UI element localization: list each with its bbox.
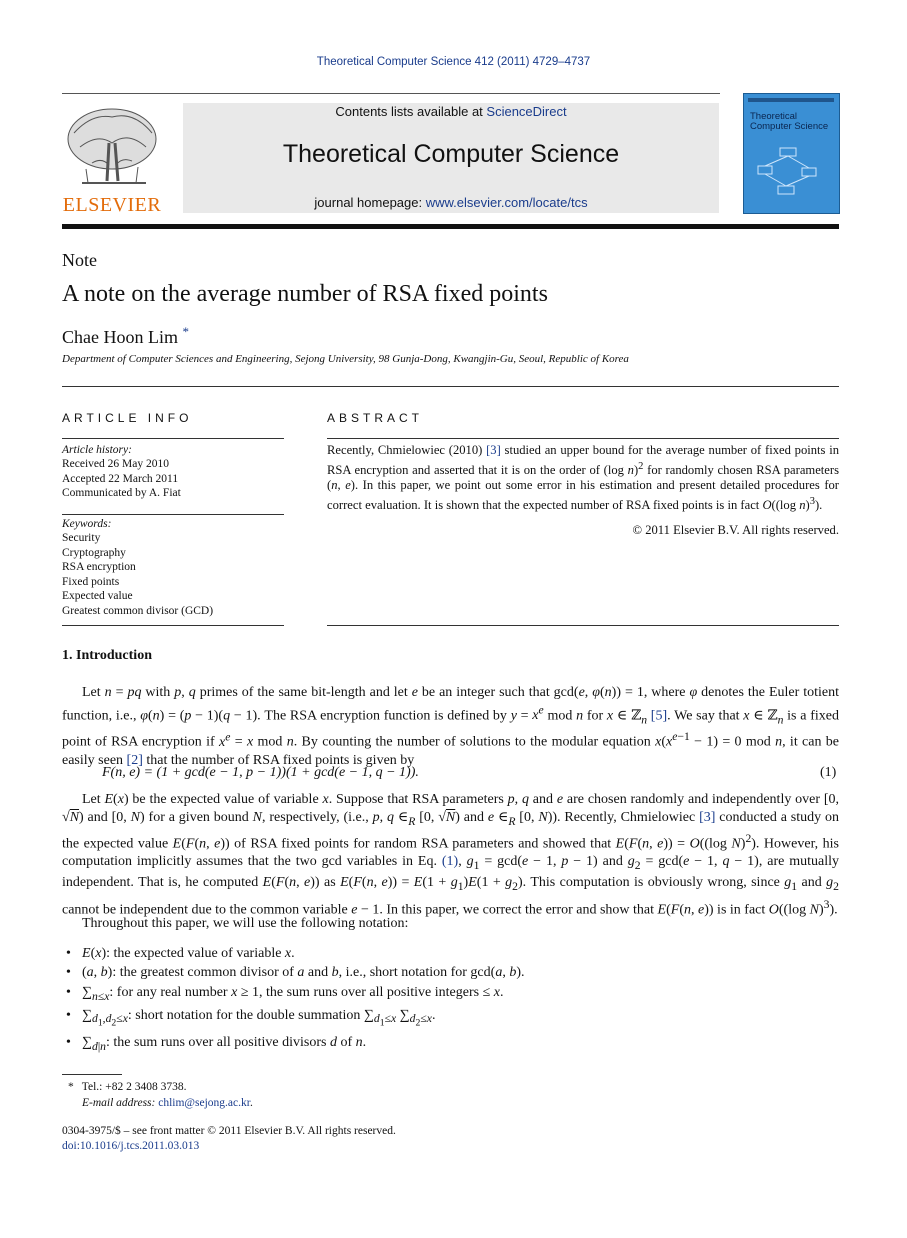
history-item: Accepted 22 March 2011 [62,472,179,485]
citation-link[interactable]: [5] [650,708,668,724]
history-item: Communicated by A. Fiat [62,487,181,499]
front-matter-notice: 0304-3975/$ – see front matter © 2011 Elsevier B.V. All rights reserved. [62,1125,396,1137]
footnote-rule [62,1074,122,1075]
article-type-label: Note [62,250,97,270]
homepage-prefix: journal homepage: [314,195,426,210]
email-link[interactable]: chlim@sejong.ac.kr [158,1097,250,1109]
contents-line [183,104,719,119]
abstract-text: Recently, Chmielowiec (2010) [3] studied an upper bound for the average number of fixed points in RSA encryption and asserted that it is on the order of (log n)$^2$ for randomly chosen RSA parameters (n, e). In this paper, we point out some error in his estimation and present detailed procedures for correct evaluation. It is shown that the expected number of RSA fixed points is in fact O((log n)$^3$). [327,443,840,512]
abstract-heading: ABSTRACT [327,411,424,425]
citation-link[interactable]: [2] [126,752,143,768]
doi-link[interactable]: doi:10.1016/j.tcs.2011.03.013 [62,1140,200,1152]
notation-intro: Throughout this paper, we will use the following notation: [82,916,409,931]
header-rule [62,93,720,94]
keyword-item: Expected value [62,590,133,602]
intro-paragraph-1: Let n = pq with p, q primes of the same bit-length and let e be an integer such that gcd(e, φ(n)) = 1, where φ denotes the Euler totient function, i.e., φ(n) = (p − 1)(q − 1). The RSA encryption function is defined by $y = x^e$ mod n for x ∈ ℤ$_n$ [5]. We say that x ∈ ℤ$_n$ is a fixed point of RSA encryption if $x^e = x$ mod n. By counting the number of solutions to the modular equation $x(x^{e-1} - 1) = 0$ mod n, it can be easily seen [2] that the number of RSA fixed points is given by [62,685,840,768]
list-item: • $\sum_{d_1,d_2\le x}$: short notation for the double summation $\sum_{d_1\le x}$ $\sum_{d_2\le x}$. [62,1006,839,1033]
citation-link[interactable]: [3] [486,443,501,457]
cover-title: Theoretical Computer Science [750,111,829,132]
author-line [62,324,189,348]
info-rule [62,514,284,515]
footnote-tel [62,1081,186,1093]
history-item: Received 26 May 2010 [62,458,169,470]
article-info-heading: ARTICLE INFO [62,411,193,425]
keywords-list [62,531,213,618]
list-item: • (a, b): the greatest common divisor of a and b, i.e., short notation for gcd(a, b). [62,963,839,982]
history-label: Article history: [62,444,132,456]
homepage-line [183,195,719,210]
equation-1-number: (1) [820,765,837,780]
abstract-rule [327,438,839,439]
abstract-rule [327,625,839,626]
list-item: • $\sum_{n\le x}$: for any real number x ≥ 1, the sum runs over all positive integers ≤ x. [62,983,839,1006]
journal-title: Theoretical Computer Science [282,140,620,168]
footnote-email: E-mail address: chlim@sejong.ac.kr. [82,1097,253,1109]
history-list [62,457,181,501]
list-item: • E(x): the expected value of variable x. [62,944,839,963]
author-name: Chae Hoon Lim [62,327,178,347]
author-affiliation: Department of Computer Sciences and Engineering, Sejong University, 98 Gunja-Dong, Kwangjin-Gu, Seoul, Republic of Korea [62,353,629,365]
contents-prefix: Contents lists available at [335,104,487,119]
citation-link[interactable]: [3] [699,809,716,825]
keyword-item: RSA encryption [62,561,136,573]
article-title: A note on the average number of RSA fixed points [62,281,548,307]
equation-1: F(n, e) = (1 + gcd(e − 1, p − 1))(1 + gcd(e − 1, q − 1)). [102,765,419,780]
cover-diagram-icon [750,144,832,206]
abstract-copyright: © 2011 Elsevier B.V. All rights reserved. [632,523,839,537]
journal-cover-thumbnail [743,93,840,214]
section-heading: 1. Introduction [62,648,152,663]
author-footnote-mark[interactable]: * [182,324,189,339]
keyword-item: Security [62,532,101,544]
footnote-mark: * [68,1081,74,1093]
equation-link[interactable]: (1) [441,853,459,869]
keyword-item: Fixed points [62,575,120,588]
email-label: E-mail address: [82,1097,159,1109]
footnote-tel-text: Tel.: +82 2 3408 3738. [81,1081,187,1093]
intro-paragraph-2: Let E(x) be the expected value of variable x. Suppose that RSA parameters p, q and e are chosen randomly and independently over [0, √N) and [0, N) for a given bound N, respectively, (i.e., p, q $\in_R$ [0, √N) and e $\in_R$ [0, N)). Recently, Chmielowiec [3] conducted a study on the expected value E(F(n, e)) of RSA fixed points for random RSA parameters and showed that E(F(n, e)) = O((log N)$^2$). However, his computation implicitly assumes that the two gcd variables in Eq. (1), $g_1 = \gcd(e - 1$, p − 1) and $g_2 = \gcd(e - 1$, q − 1), are mutually independent. That is, he computed E(F(n, e)) as E(F(n, $e)) = E(1 + g_1)E(1 + g_2)$. This computation is obviously wrong, since $g_1$ and $g_2$ cannot be independent due to the common variable e − 1. In this paper, we correct the error and show that E(F(n, e)) is in fact O((log N)$^3$). [62,792,840,918]
keyword-item: Cryptography [62,546,126,559]
journal-reference[interactable]: Theoretical Computer Science 412 (2011) 4729–4737 [316,56,591,68]
list-item: • $\sum_{d|n}$: the sum runs over all positive divisors d of n. [62,1033,839,1056]
homepage-link[interactable]: www.elsevier.com/locate/tcs [425,195,588,210]
header-heavy-rule [62,224,839,229]
keyword-item: Greatest common divisor (GCD) [62,604,214,617]
affiliation-rule [62,386,839,387]
keywords-label: Keywords: [62,518,112,530]
sciencedirect-link[interactable]: ScienceDirect [486,104,567,119]
notation-list [62,944,839,1056]
elsevier-wordmark: ELSEVIER [62,194,162,216]
info-rule [62,438,284,439]
cover-band [748,98,834,102]
info-rule [62,625,284,626]
